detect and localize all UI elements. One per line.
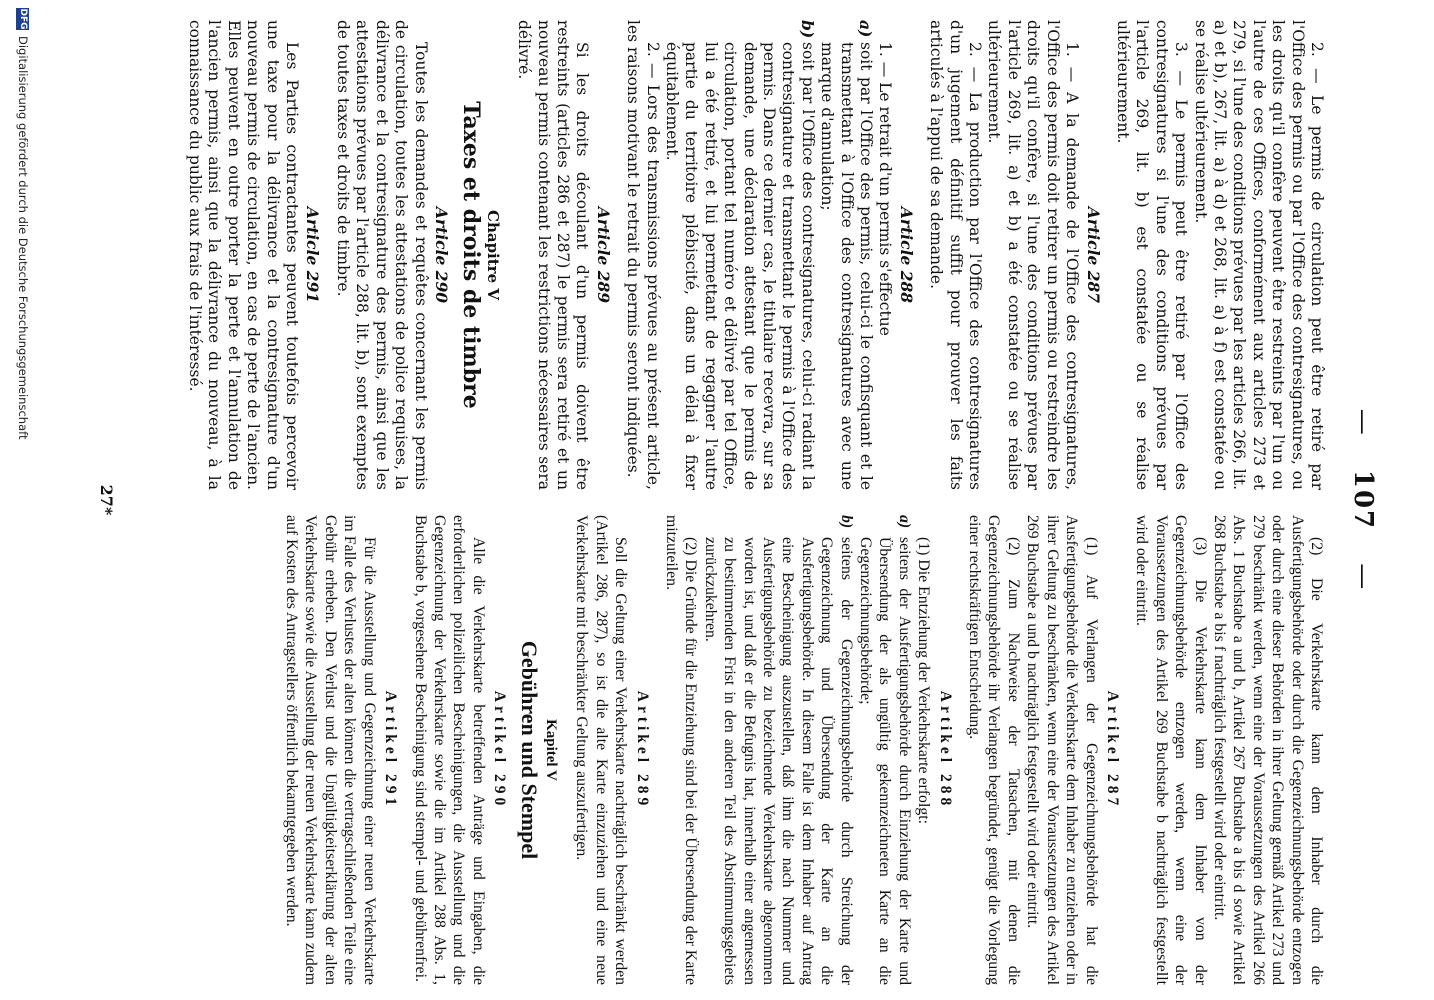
paragraph: Les Parties contractantes peuvent toutefois percevoir une taxe pour la délivrance et la contresignature d'un nouveau permis de circulation, en cas de perte de l'ancien. Elles peuvent en outre porter la perte et l'annulation de l'ancien permis, ainsi que la délivrance du nouveau, à la connaissance du public aux frais de l'intéressé.: [186, 20, 302, 490]
page-header: [1348, 0, 1378, 1000]
paragraph: Toutes les demandes et requêtes concernant les permis de circulation, toutes les attestations de police requises, la délivrance et la contresignature des permis, ainsi que les attestations prévues par l'article 288, lit. b), sont exemptes de toutes taxes et droits de timbre.: [333, 20, 430, 490]
article-heading: Artikel 290: [491, 690, 509, 810]
french-column: [185, 20, 1326, 490]
header-dash-right: —: [1348, 563, 1378, 592]
article-heading: Article 287: [1083, 206, 1103, 304]
paragraph: 1. — Le retrait d'un permis s'effectue: [876, 42, 895, 336]
paragraph: Si les droits découlant d'un permis doivent être restreints (articles 286 et 287) le permis sera retiré et un nouveau permis contenant les restrictions nécessaires sera délivré.: [515, 20, 592, 490]
paragraph: (1) Die Entziehung der Verkehrskarte erfolgt:: [915, 537, 933, 825]
list-label: a): [856, 20, 876, 38]
list-label: b): [837, 515, 855, 529]
chapter-title: Gebühren und Stempel: [516, 640, 542, 860]
article-heading: Article 291: [303, 206, 323, 304]
paragraph: (2) Die Gründe für die Entziehung sind bei der Übersendung der Karte mitzuteilen.: [663, 515, 700, 985]
list-label: b): [797, 20, 817, 39]
printer-signature: 27*: [97, 484, 116, 516]
paragraph: 1. — A la demande de l'Office des contresignatures, l'Office des permis doit retirer un permis ou restreindre les droits qu'il confère, si l'une des conditions prévues par l'article 269, lit. a) et b) a été constatée ou se réalise ultérieurement.: [985, 20, 1082, 490]
article-heading: Artikel 287: [1103, 690, 1121, 810]
paragraph: 2. — La production par l'Office des contresignatures d'un jugement définitif suffit pour prouver les faits articulés à l'appui de sa demande.: [927, 20, 985, 490]
paragraph: 2. — Le permis de circulation peut être retiré par l'Office des permis ou par l'Office des contresignatures, ou les droits qu'il confère peuvent être restreints par l'un ou l'autre de ces Offices, conformément aux articles 273 et 279, si l'une des conditions prévues par les articles 266, lit. a) et b), 267, lit. a) à d) et 268, lit. a) à f) est constatée ou se réalise ultérieurement.: [1191, 20, 1326, 490]
page-number: 107: [1348, 469, 1378, 531]
list-item: [700, 515, 855, 985]
paragraph: (2) Zum Nachweise der Tatsachen, mit denen die Gegenzeichnungsbehörde ihr Verlangen begründet, genügt die Vorlegung einer rechtskräftigen Entscheidung.: [966, 515, 1022, 985]
digitization-credit: [16, 8, 30, 439]
article-heading: Article 290: [431, 206, 451, 304]
article-heading: Artikel 289: [633, 690, 651, 810]
paragraph: Soll die Geltung einer Verkehrskarte nachträglich beschränkt werden (Artikel 286, 287), so ist die alte Karte einzuziehen und eine neue Verkehrskarte mit beschränkter Geltung auszufertigen.: [573, 515, 630, 985]
article-heading: Article 288: [896, 206, 916, 304]
credit-text: Digitalisierung gefördert durch die Deutsche Forschungsgemeinschaft: [16, 36, 30, 440]
chapter-label: Kapitel V: [542, 719, 559, 781]
list-item: [817, 20, 875, 490]
list-label: a): [895, 515, 913, 529]
list-item: [662, 20, 817, 490]
german-column: [282, 515, 1326, 985]
paragraph: (1) Auf Verlangen der Gegenzeichnungsbehörde hat die Ausfertigungsbehörde die Verkehrskarte dem Inhaber zu entziehen oder in ihrer Geltung zu beschränken, wenn eine der Voraussetzungen des Artikel 269 Buchstabe a und b nachträglich festgestellt wird oder eintritt.: [1024, 515, 1100, 985]
list-item: [856, 515, 914, 985]
list-text: seitens der Gegenzeichnungsbehörde durch Streichung der Gegenzeichnung und Übersendung der Karte an die Ausfertigungsbehörde. In diesem Falle ist dem Inhaber auf Antrag eine Bescheinigung auszustellen, daß ihm die nach Nummer und Ausfertigungsbehörde zu bezeichnende Verkehrskarte abgenommen worden ist, und daß er die Befugnis hat, innerhalb einer angemessen zu bestimmenden Frist in den anderen Teil des Abstimmungsgebiets zurückzukehren.: [701, 537, 855, 985]
paragraph: 2. — Lors des transmissions prévues au présent article, les raisons motivant le retrait du permis seront indiquées.: [624, 20, 662, 490]
paragraph: Alle die Verkehrskarte betreffenden Anträge und Eingaben, die erforderlichen polizeilichen Bescheinigungen, die Ausstellung und die Gegenzeichnung der Verkehrskarte sowie die im Artikel 288 Abs. 1, Buchstabe b, vorgesehene Bescheinigung sind stempel- und gebührenfrei.: [411, 515, 487, 985]
paragraph: 3. — Le permis peut être retiré par l'Office des contresignatures si l'une des conditions prévues par l'article 269, lit. b) est constatée ou se réalise ultérieurement.: [1113, 20, 1191, 490]
paragraph: (3) Die Verkehrskarte kann dem Inhaber von der Gegenzeichnungsbehörde entzogen werden, wenn eine der Voraussetzungen des Artikel 269 Buchstabe b nachträglich festgestellt wird oder eintritt.: [1133, 515, 1209, 985]
chapter-title: Taxes et droits de timbre: [458, 101, 485, 409]
article-heading: Article 289: [593, 206, 613, 304]
chapter-label: Chapitre V: [483, 210, 502, 300]
list-text: soit par l'Office des contresignatures, celui-ci radiant la contresignature et transmettant le permis à l'Office des permis. Dans ce dernier cas, le titulaire recevra, sur sa demande, une déclaration attestant que le permis de circulation, portant tel numéro et délivré par tel Office, lui a été retiré, et lui permettant de regagner l'autre partie du territoire plébiscité, dans un délai à fixer équitablement.: [663, 42, 817, 490]
paragraph: Für die Ausstellung und Gegenzeichnung einer neuen Verkehrskarte im Falle des Verlustes der alten können die vertragschließenden Teile eine Gebühr erheben. Den Verlust und die Ungültigkeitserklärung der alten Verkehrskarte sowie die Ausstellung der neuen Verkehrskarte kann zudem auf Kosten des Antragstellers öffentlich bekanntgegeben werden.: [283, 515, 378, 985]
article-heading: Artikel 291: [382, 690, 400, 810]
paragraph: (2) Die Verkehrskarte kann dem Inhaber durch die Ausfertigungsbehörde oder durch die Gegenzeichnungsbehörde entzogen oder durch eine dieser Behörden in ihrer Geltung gemäß Artikel 273 und 279 beschränkt werden, wenn eine der Voraussetzungen des Artikel 266 Abs. 1 Buchstabe a und b, Artikel 267 Buchstabe a bis d sowie Artikel 268 Buchstabe a bis f nachträglich festgestellt wird oder eintritt.: [1210, 515, 1325, 985]
list-text: soit par l'Office des permis, celui-ci le confisquant et le transmettant à l'Office des contresignatures avec une marque d'annulation;: [818, 42, 876, 490]
dfg-logo-icon: DFG: [18, 8, 29, 30]
header-dash-left: —: [1348, 408, 1378, 437]
list-text: seitens der Ausfertigungsbehörde durch Einziehung der Karte und Übersendung der als ungültig gekennzeichneten Karte an die Gegenzeichnungsbehörde;: [857, 537, 913, 985]
article-heading: Artikel 288: [936, 690, 954, 810]
